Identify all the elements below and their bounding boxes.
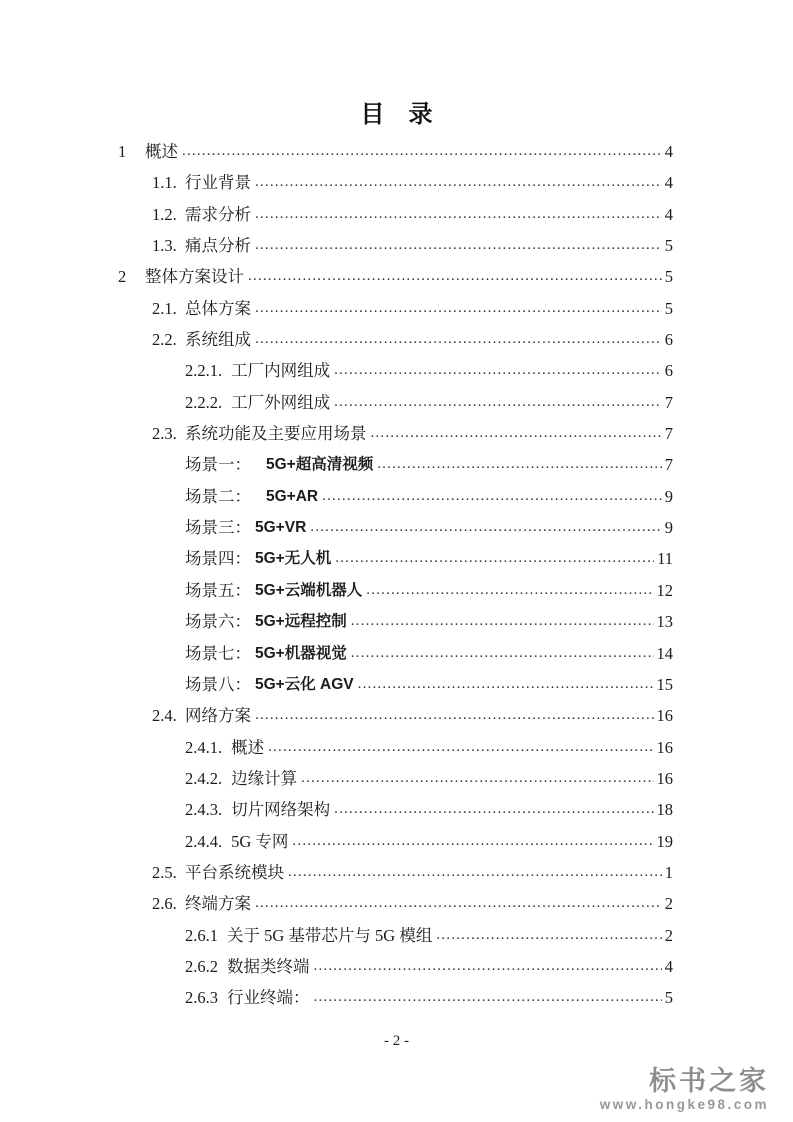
- dot-leader: [334, 387, 662, 418]
- dot-leader: [255, 199, 662, 230]
- toc-entry-label: 5G+无人机: [255, 550, 332, 568]
- toc-entry[interactable]: [118, 512, 673, 543]
- toc-entry-page: 2: [664, 894, 673, 914]
- toc-entry-label: 5G+超高清视频: [266, 456, 374, 474]
- toc-entry-label: 概述: [145, 142, 178, 161]
- dot-leader: [255, 230, 662, 261]
- toc-entry-label: 数据类终端: [227, 956, 310, 976]
- toc-entry-label: 行业终端：: [227, 988, 310, 1008]
- toc-entry[interactable]: [118, 167, 673, 198]
- toc-entry-number: 1.1.: [152, 173, 177, 193]
- toc-entry-page: 5: [664, 236, 673, 256]
- toc-entry-page: 2: [664, 925, 673, 945]
- dot-leader: [255, 324, 662, 355]
- toc-entry-page: 7: [664, 455, 673, 475]
- dot-leader: [377, 449, 662, 480]
- dot-leader: [436, 920, 661, 951]
- dot-leader: [351, 606, 654, 637]
- dot-leader: [292, 826, 653, 857]
- toc-entry-page: 16: [656, 768, 673, 788]
- dot-leader: [314, 982, 662, 1013]
- toc-entry-page: 6: [664, 361, 673, 381]
- toc-entry-number: 场景八：: [185, 674, 251, 694]
- toc-entry[interactable]: [118, 763, 673, 794]
- toc-entry[interactable]: [118, 293, 673, 324]
- toc-entry[interactable]: [118, 543, 673, 574]
- toc-entry[interactable]: [118, 951, 673, 982]
- toc-entry-page: 16: [656, 737, 673, 757]
- toc-entry-label: 5G+云端机器人: [255, 581, 363, 599]
- toc-entry-page: 12: [656, 580, 673, 600]
- toc-entry[interactable]: [118, 982, 673, 1013]
- watermark-brand: 标书之家: [649, 1065, 769, 1096]
- toc-entry-number: 2: [118, 267, 127, 287]
- toc-entry-number: 1.3.: [152, 236, 177, 256]
- toc-entry[interactable]: [118, 857, 673, 888]
- toc-entry-label: 系统组成: [185, 330, 251, 350]
- toc-entry[interactable]: [118, 355, 673, 386]
- toc-entry-number: 场景六：: [185, 612, 251, 632]
- toc-entry[interactable]: [118, 199, 673, 230]
- toc-entry-number: 2.2.1.: [185, 361, 223, 381]
- toc-entry-page: 11: [657, 549, 673, 569]
- toc-entry[interactable]: [118, 261, 673, 292]
- toc-entry-page: 16: [656, 706, 673, 726]
- toc-entry-page: 9: [664, 486, 673, 506]
- dot-leader: [182, 136, 662, 167]
- toc-entry[interactable]: [118, 606, 673, 637]
- dot-leader: [334, 794, 653, 825]
- watermark: [600, 1066, 769, 1112]
- dot-leader: [268, 732, 653, 763]
- toc-entry[interactable]: [118, 136, 673, 167]
- toc-entry-page: 4: [664, 142, 673, 161]
- toc-entry[interactable]: [118, 920, 673, 951]
- toc-entry-page: 19: [656, 831, 673, 851]
- dot-leader: [310, 512, 661, 543]
- dot-leader: [314, 951, 662, 982]
- toc-entry[interactable]: [118, 481, 673, 512]
- toc-entry-number: 场景四：: [185, 549, 251, 569]
- toc-entry-label: 切片网络架构: [231, 800, 331, 820]
- toc-entry[interactable]: [118, 700, 673, 731]
- toc-entry-page: 6: [664, 330, 673, 350]
- toc-entry-label: 边缘计算: [231, 768, 298, 788]
- toc-entry-page: 15: [656, 674, 673, 694]
- toc-entry-number: 2.2.2.: [185, 392, 223, 412]
- toc-entry-page: 4: [664, 173, 673, 193]
- toc-entry-label: 整体方案设计: [145, 267, 244, 287]
- toc-entry-page: 4: [664, 956, 673, 976]
- dot-leader: [334, 355, 662, 386]
- dot-leader: [248, 261, 662, 292]
- toc-entry-label: 5G 专网: [231, 831, 289, 851]
- dot-leader: [255, 888, 662, 919]
- toc-entry-page: 5: [664, 298, 673, 318]
- page-footer: - 2 -: [384, 1033, 409, 1049]
- dot-leader: [351, 638, 654, 669]
- toc-entry-page: 13: [656, 612, 673, 632]
- dot-leader: [358, 669, 654, 700]
- dot-leader: [255, 293, 662, 324]
- page-title: 目 录: [360, 101, 433, 128]
- toc-entry-label: 工厂外网组成: [231, 392, 331, 412]
- dot-leader: [366, 575, 653, 606]
- dot-leader: [255, 167, 662, 198]
- toc-entry-number: 场景五：: [185, 580, 251, 600]
- toc-entry-number: 2.6.: [152, 894, 177, 914]
- toc-entry[interactable]: [118, 732, 673, 763]
- toc-entry-label: 5G+VR: [255, 519, 307, 537]
- dot-leader: [288, 857, 662, 888]
- toc-entry-number: 1: [118, 142, 127, 161]
- toc-entry-number: 2.6.3: [185, 988, 218, 1008]
- toc-entry-label: 关于 5G 基带芯片与 5G 模组: [227, 925, 433, 945]
- toc-entry[interactable]: [118, 575, 673, 606]
- toc-entry-number: 2.4.: [152, 706, 177, 726]
- toc-entry-page: 4: [664, 204, 673, 224]
- toc-entry-number: 场景七：: [185, 643, 251, 663]
- toc-entry-label: 5G+云化 AGV: [255, 675, 354, 693]
- toc-entry-number: 2.4.2.: [185, 768, 223, 788]
- toc-entry[interactable]: [118, 449, 673, 480]
- toc-entry-number: 2.3.: [152, 424, 177, 444]
- toc-entry[interactable]: [118, 387, 673, 418]
- toc-entry-number: 2.4.4.: [185, 831, 223, 851]
- toc-entry-number: 2.4.3.: [185, 800, 223, 820]
- toc-entry-label: 终端方案: [185, 894, 251, 914]
- toc-entry-number: 2.6.2: [185, 956, 218, 976]
- dot-leader: [335, 543, 654, 574]
- dot-leader: [301, 763, 653, 794]
- toc-entry[interactable]: [118, 230, 673, 261]
- toc-entry-number: 2.6.1: [185, 925, 218, 945]
- toc-entry-number: 场景二：: [185, 486, 251, 506]
- toc-entry-label: 概述: [231, 737, 265, 757]
- toc-entry[interactable]: [118, 826, 673, 857]
- toc-entry-label: 工厂内网组成: [231, 361, 331, 381]
- toc-entry[interactable]: [118, 669, 673, 700]
- dot-leader: [371, 418, 662, 449]
- toc-entry-page: 14: [656, 643, 673, 663]
- dot-leader: [322, 481, 662, 512]
- toc-entry-number: 1.2.: [152, 204, 177, 224]
- toc-entry-page: 1: [664, 862, 673, 882]
- toc-entry-label: 网络方案: [185, 706, 251, 726]
- toc-entry-label: 总体方案: [185, 298, 251, 318]
- toc-list: [118, 136, 673, 1014]
- toc-entry[interactable]: [118, 324, 673, 355]
- toc-entry-label: 平台系统模块: [185, 862, 284, 882]
- toc-entry-number: 2.4.1.: [185, 737, 223, 757]
- toc-entry[interactable]: [118, 418, 673, 449]
- toc-entry-page: 7: [664, 424, 673, 444]
- toc-entry-number: 场景三：: [185, 518, 251, 538]
- dot-leader: [255, 700, 654, 731]
- toc-entry-page: 5: [664, 988, 673, 1008]
- toc-entry[interactable]: [118, 794, 673, 825]
- toc-entry[interactable]: [118, 888, 673, 919]
- toc-entry-label: 需求分析: [185, 204, 251, 224]
- toc-entry-label: 5G+AR: [266, 487, 319, 505]
- toc-entry-label: 系统功能及主要应用场景: [185, 424, 367, 444]
- toc-entry-number: 2.2.: [152, 330, 177, 350]
- toc-entry-label: 5G+远程控制: [255, 613, 347, 631]
- toc-entry-page: 5: [664, 267, 673, 287]
- toc-entry-label: 5G+机器视觉: [255, 644, 347, 662]
- toc-entry-page: 7: [664, 392, 673, 412]
- toc-entry-label: 行业背景: [185, 173, 251, 193]
- watermark-url: www.hongke98.com: [599, 1097, 769, 1112]
- toc-entry-number: 2.1.: [152, 298, 177, 318]
- toc-entry-page: 18: [656, 800, 673, 820]
- toc-entry-page: 9: [664, 518, 673, 538]
- toc-entry-label: 痛点分析: [185, 236, 251, 256]
- toc-entry[interactable]: [118, 638, 673, 669]
- toc-entry-number: 2.5.: [152, 862, 177, 882]
- toc-entry-number: 场景一：: [185, 455, 251, 475]
